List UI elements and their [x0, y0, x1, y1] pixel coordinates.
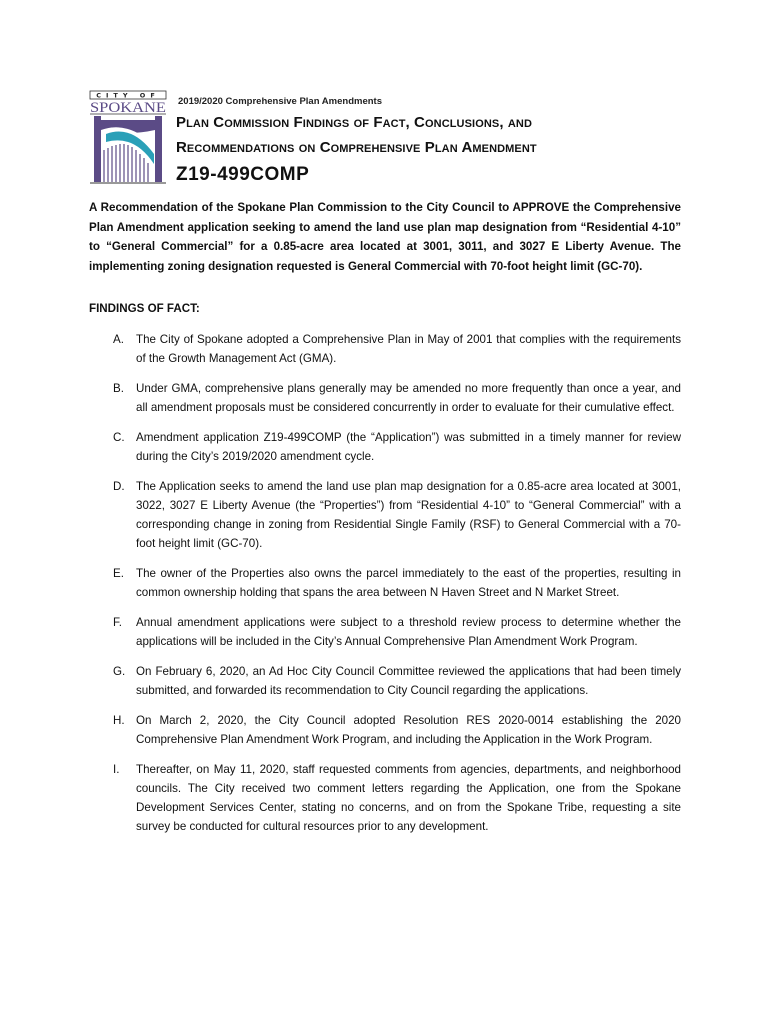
- finding-text: On March 2, 2020, the City Council adopted Resolution RES 2020-0014 establishing the 2020 Comprehensive Plan Amendment Work Program, and including the Application in the Work Program.: [136, 714, 681, 746]
- finding-letter: C.: [113, 431, 125, 444]
- finding-letter: I.: [113, 763, 120, 776]
- finding-letter: A.: [113, 333, 124, 346]
- city-of-spokane-logo: [88, 90, 168, 188]
- finding-letter: B.: [113, 382, 124, 395]
- recommendation-paragraph: A Recommendation of the Spokane Plan Commission to the City Council to APPROVE the Comprehensive Plan Amendment application seeking to amend the land use plan map designation from “Residential 4-10” to “General Commercial” for a 0.85-acre area located at 3001, 3011, and 3027 E Liberty Avenue. The implementing zoning designation requested is General Commercial with 70-foot height limit (GC-70).: [89, 201, 681, 273]
- finding-letter: H.: [113, 714, 125, 727]
- amendment-code: Z19-499COMP: [176, 164, 310, 185]
- document-title-line-2: Recommendations on Comprehensive Plan Amendment: [176, 139, 537, 156]
- document-subtitle: 2019/2020 Comprehensive Plan Amendments: [178, 96, 382, 107]
- finding-text: Amendment application Z19-499COMP (the “Application”) was submitted in a timely manner for review during the City’s 2019/2020 amendment cycle.: [136, 431, 681, 463]
- finding-item: [89, 330, 681, 368]
- findings-heading: FINDINGS OF FACT:: [89, 302, 200, 315]
- finding-letter: E.: [113, 567, 124, 580]
- finding-item: [89, 564, 681, 602]
- document-title: [176, 110, 676, 160]
- document-title-line-1: Plan Commission Findings of Fact, Conclusions, and: [176, 114, 532, 131]
- finding-item: [89, 760, 681, 836]
- finding-text: On February 6, 2020, an Ad Hoc City Council Committee reviewed the applications that had been timely submitted, and forwarded its recommendation to City Council regarding the applications.: [136, 665, 681, 697]
- finding-text: The Application seeks to amend the land use plan map designation for a 0.85-acre area located at 3001, 3022, 3027 E Liberty Avenue (the “Properties”) from “Residential 4-10” to “General Commercial” with a corresponding change in zoning from Residential Single Family (RSF) to General Commercial with a 70-foot height limit (GC-70).: [136, 480, 681, 550]
- finding-item: [89, 379, 681, 417]
- finding-text: Under GMA, comprehensive plans generally may be amended no more frequently than once a year, and all amendment proposals must be considered concurrently in order to evaluate for their cumulative effect.: [136, 382, 681, 414]
- finding-item: [89, 477, 681, 553]
- finding-item: [89, 613, 681, 651]
- findings-list: [89, 330, 681, 847]
- finding-letter: F.: [113, 616, 123, 629]
- finding-text: The City of Spokane adopted a Comprehensive Plan in May of 2001 that complies with the requirements of the Growth Management Act (GMA).: [136, 333, 681, 365]
- finding-item: [89, 428, 681, 466]
- finding-text: Thereafter, on May 11, 2020, staff requested comments from agencies, departments, and neighborhood councils. The City received two comment letters regarding the Application, one from the Spokane Development Services Center, stating no concerns, and on from the Spokane Tribe, requesting a site survey be conducted for cultural resources prior to any development.: [136, 763, 681, 833]
- logo-top-text: CITY OF: [96, 91, 160, 100]
- finding-text: Annual amendment applications were subject to a threshold review process to determine whether the applications will be included in the City’s Annual Comprehensive Plan Amendment Work Program.: [136, 616, 681, 648]
- finding-item: [89, 662, 681, 700]
- logo-name: SPOKANE: [90, 100, 166, 116]
- finding-letter: D.: [113, 480, 125, 493]
- finding-letter: G.: [113, 665, 126, 678]
- finding-text: The owner of the Properties also owns the parcel immediately to the east of the properties, resulting in common ownership holding that spans the area between N Haven Street and N Market Street.: [136, 567, 681, 599]
- finding-item: [89, 711, 681, 749]
